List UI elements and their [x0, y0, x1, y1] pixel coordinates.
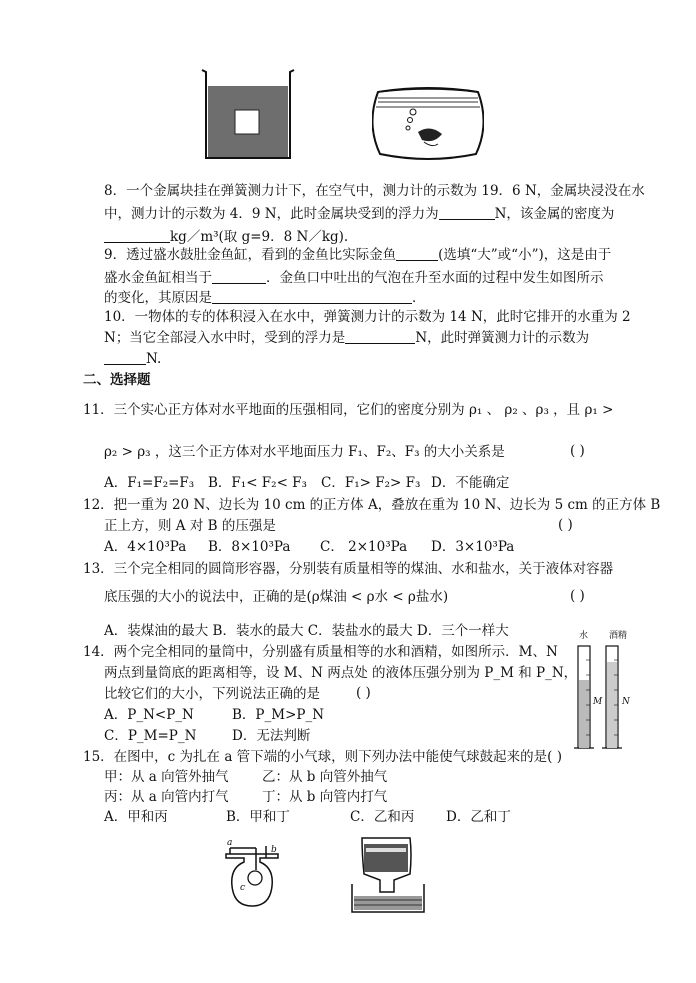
bottle-balloon-figure — [222, 840, 282, 910]
q9-size-blank[interactable] — [396, 246, 438, 261]
q8-density-blank[interactable] — [104, 228, 170, 243]
q14-option-b[interactable]: B．P_M>P_N — [232, 707, 325, 723]
q10-buoyancy-blank[interactable] — [345, 329, 415, 344]
q13-line1: 13．三个完全相同的圆筒形容器，分别装有质量相等的煤油、水和盐水，关于液体对容器 — [83, 561, 614, 577]
q15-method-yi: 乙：从 b 向管外抽气 — [262, 769, 388, 785]
q15-line1: 15．在图中，c 为扎在 a 管下端的小气球，则下列办法中能使气球鼓起来的是( ) — [83, 749, 562, 765]
q10-line1: 10．一物体的专的体积浸入在水中，弹簧测力计的示数为 14 N，此时它排开的水重为 2 — [104, 309, 631, 325]
q14-line3: 比较它们的大小，下列说法正确的是 — [104, 686, 320, 702]
q9-line1: 9．透过盛水鼓肚金鱼缸，看到的金鱼比实际金鱼 (选填“大”或“小”)，这是由于 — [104, 247, 612, 263]
q8-line3: kg／m³(取 g=9．8 N／kg). — [104, 228, 348, 246]
q12-option-b[interactable]: B．8×10³Pa — [208, 539, 291, 555]
q9-line2: 盛水金鱼缸相当于 ．金鱼口中吐出的气泡在升至水面的过程中发生如图所示 — [104, 270, 604, 286]
q12-option-a[interactable]: A．4×10³Pa — [104, 539, 187, 555]
q14-option-a[interactable]: A．P_N<P_N — [104, 707, 194, 723]
q15-option-a[interactable]: A．甲和丙 — [104, 809, 168, 825]
q9-lens-blank[interactable] — [212, 269, 266, 284]
section-title-choice: 二、选择题 — [83, 372, 151, 388]
q11-option-c[interactable]: C．F₁> F₂> F₃ — [321, 475, 421, 491]
q12-answer-paren[interactable]: ( ) — [558, 517, 573, 533]
q14-answer-paren[interactable]: ( ) — [356, 685, 371, 701]
q15-option-d[interactable]: D．乙和丁 — [446, 809, 511, 825]
q14-option-d[interactable]: D．无法判断 — [232, 728, 311, 744]
fishbowl-figure — [372, 82, 484, 164]
q15-fig-label-b: b — [271, 845, 277, 855]
q11-option-b[interactable]: B．F₁< F₂< F₃ — [208, 475, 307, 491]
q13-options[interactable]: A．装煤油的最大 B．装水的最大 C．装盐水的最大 D．三个一样大 — [104, 623, 509, 639]
beaker-with-block-figure — [198, 68, 298, 162]
q15-option-b[interactable]: B．甲和丁 — [226, 809, 290, 825]
q12-line2: 正上方，则 A 对 B 的压强是 — [104, 518, 276, 534]
q12-option-c[interactable]: C． 2×10³Pa — [320, 539, 408, 555]
q11-line1: 11．三个实心正方体对水平地面的压强相同，它们的密度分别为 ρ₁ 、 ρ₂ 、ρ₃ ，且 ρ₁ > — [83, 402, 614, 418]
q13-line2: 底压强的大小的说法中，正确的是(ρ煤油 < ρ水 < ρ盐水) — [104, 589, 449, 605]
q10-line3: N. — [104, 350, 161, 368]
q14-fig-label-m: M — [593, 697, 603, 707]
q15-fig-label-c: c — [240, 883, 246, 893]
q8-line2: 中，测力计的示数为 4．9 N，此时金属块受到的浮力为 N，该金属的密度为 — [104, 206, 615, 222]
inverted-bottle-figure — [348, 834, 428, 916]
q15-method-bing: 丙：从 a 向管内打气 — [104, 789, 229, 805]
q11-answer-paren[interactable]: ( ) — [570, 443, 585, 459]
q8-line1: 8．一个金属块挂在弹簧测力计下，在空气中，测力计的示数为 19．6 N，金属块浸没在水 — [104, 183, 645, 199]
q11-option-a[interactable]: A．F₁=F₂=F₃ — [104, 475, 195, 491]
q10-line2: N；当它全部浸入水中时，受到的浮力是 N，此时弹簧测力计的示数为 — [104, 330, 590, 346]
q14-line1: 14．两个完全相同的量筒中，分别盛有质量相等的水和酒精，如图所示．M、N — [83, 644, 558, 660]
q15-method-ding: 丁：从 b 向管内打气 — [262, 789, 388, 805]
q15-fig-label-a: a — [227, 838, 233, 848]
q14-fig-label-alcohol: 酒精 — [609, 631, 628, 641]
q9-reason-blank[interactable] — [212, 289, 412, 304]
q14-option-c[interactable]: C．P_M=P_N — [104, 728, 197, 744]
q14-fig-label-n: N — [622, 697, 630, 707]
q10-reading-blank[interactable] — [104, 350, 146, 365]
q11-line2: ρ₂ > ρ₃ ，这三个正方体对水平地面压力 F₁、F₂、F₃ 的大小关系是 — [104, 444, 505, 460]
q13-answer-paren[interactable]: ( ) — [570, 588, 585, 604]
q14-fig-label-water: 水 — [579, 631, 589, 641]
q12-option-d[interactable]: D．3×10³Pa — [431, 539, 515, 555]
q9-line3: 的变化，其原因是 ． — [104, 290, 426, 306]
q12-line1: 12．把一重为 20 N、边长为 10 cm 的正方体 A，叠放在重为 10 N、边长为 5 cm 的正方体 B — [83, 497, 661, 513]
q8-buoyancy-blank[interactable] — [439, 205, 495, 220]
q14-line2: 两点到量筒底的距离相等，设 M、N 两点处 的液体压强分别为 P_M 和 P_N， — [104, 665, 578, 681]
q11-option-d[interactable]: D．不能确定 — [431, 475, 510, 491]
q15-method-jia: 甲：从 a 向管外抽气 — [104, 769, 229, 785]
q15-option-c[interactable]: C．乙和丙 — [350, 809, 415, 825]
